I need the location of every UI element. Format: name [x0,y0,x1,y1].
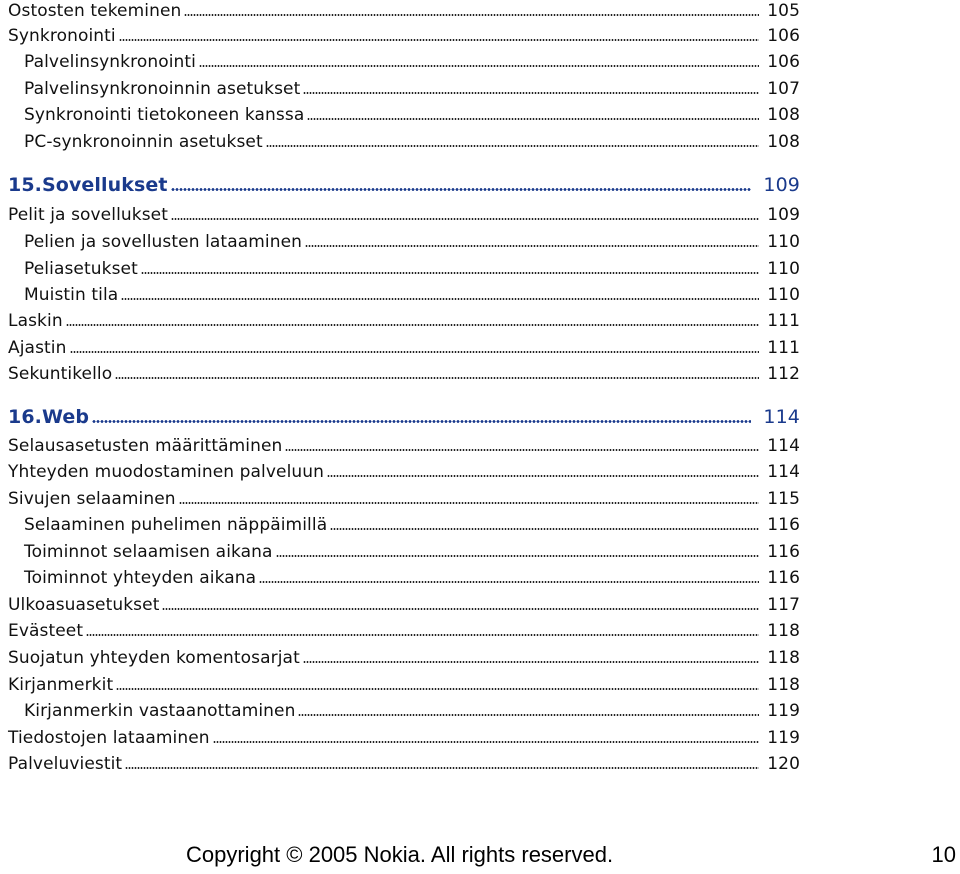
toc-entry-page: 118 [767,648,800,668]
toc-entry-title: Selaaminen puhelimen näppäimillä [24,515,328,535]
toc-entry-title: Evästeet [8,621,84,641]
toc-entry-title: Pelien ja sovellusten lataaminen [24,232,303,252]
toc-entry-title: Palvelinsynkronoinnin asetukset [24,79,301,99]
toc-entry-page: 106 [767,52,800,72]
toc-entry-page: 120 [767,754,800,774]
toc-entry[interactable] [8,462,800,482]
toc-entry-title: Sivujen selaaminen [8,489,176,509]
toc-entry-page: 114 [767,462,800,482]
dot-leader [179,502,759,504]
toc-entry-title: 15.Sovellukset [8,174,168,196]
toc-entry-page: 114 [763,406,800,428]
toc-entry-page: 109 [767,205,800,225]
toc-chapter-heading[interactable] [8,405,800,429]
toc-entry[interactable] [8,701,800,721]
toc-entry-title: 16.Web [8,406,90,428]
toc-entry[interactable] [8,205,800,225]
toc-entry-page: 112 [767,364,800,384]
toc-entry-title: Laskin [8,311,63,331]
copyright-notice: Copyright © 2005 Nokia. All rights reserved. [186,842,614,867]
toc-entry-title: Ajastin [8,338,67,358]
toc-entry-title: Kirjanmerkit [8,675,114,695]
toc-entry-page: 111 [767,338,800,358]
dot-leader [276,555,759,557]
dot-leader [330,528,759,530]
toc-entry-page: 116 [767,542,800,562]
toc-entry[interactable] [8,311,800,331]
toc-entry[interactable] [8,52,800,72]
toc-entry-title: PC-synkronoinnin asetukset [24,132,263,152]
toc-entry[interactable] [8,675,800,695]
toc-entry[interactable] [8,568,800,588]
toc-entry[interactable] [8,364,800,384]
toc-entry-page: 106 [767,26,800,46]
toc-entry-title: Palveluviestit [8,754,123,774]
toc-entry[interactable] [8,338,800,358]
toc-entry-page: 116 [767,568,800,588]
toc-entry-title: Kirjanmerkin vastaanottaminen [24,701,296,721]
toc-entry-title: Synkronointi tietokoneen kanssa [24,105,305,125]
toc-entry-page: 109 [763,174,800,196]
dot-leader [86,634,759,636]
toc-entry-page: 115 [767,489,800,509]
dot-leader [285,449,759,451]
toc-entry-title: Sekuntikello [8,364,113,384]
toc-entry-page: 110 [767,232,800,252]
toc-entry[interactable] [8,728,800,748]
toc-entry[interactable] [8,436,800,456]
toc-entry-title: Ulkoasuasetukset [8,595,160,615]
toc-entry[interactable] [8,285,800,305]
page-footer [0,842,960,872]
toc-entry[interactable] [8,232,800,252]
toc-entry-title: Toiminnot selaamisen aikana [24,542,273,562]
dot-leader [259,581,759,583]
toc-entry-title: Peliasetukset [24,259,138,279]
dot-leader [199,65,759,67]
toc-entry-page: 111 [767,311,800,331]
toc-entry[interactable] [8,621,800,641]
toc-entry-page: 114 [767,436,800,456]
toc-entry-title: Muistin tila [24,285,119,305]
toc-entry[interactable] [8,259,800,279]
toc-entry-page: 119 [767,701,800,721]
toc-entry[interactable] [8,79,800,99]
toc-chapter-heading[interactable] [8,173,800,197]
toc-entry-page: 118 [767,675,800,695]
dot-leader [266,145,759,147]
dot-leader [119,39,759,41]
toc-entry-page: 108 [767,105,800,125]
toc-entry-page: 119 [767,728,800,748]
dot-leader [305,245,759,247]
toc-entry[interactable] [8,754,800,774]
toc-entry-title: Yhteyden muodostaminen palveluun [8,462,325,482]
dot-leader [115,377,759,379]
toc-entry-title: Toiminnot yhteyden aikana [24,568,257,588]
dot-leader [303,92,759,94]
page-number: 10 [931,842,956,867]
toc-entry-page: 116 [767,515,800,535]
dot-leader [141,272,759,274]
dot-leader [116,688,759,690]
toc-entry[interactable] [8,489,800,509]
dot-leader [66,324,759,326]
toc-entry-title: Pelit ja sovellukset [8,205,168,225]
toc-entry[interactable] [8,1,800,21]
toc-entry-page: 118 [767,621,800,641]
dot-leader [70,351,760,353]
toc-entry[interactable] [8,595,800,615]
toc-entry[interactable] [8,105,800,125]
dot-leader [327,475,759,477]
dot-leader [307,118,759,120]
toc-entry-page: 105 [767,1,800,21]
dot-leader [171,188,751,191]
dot-leader [125,767,759,769]
dot-leader [162,608,759,610]
toc-entry[interactable] [8,542,800,562]
toc-entry-page: 110 [767,285,800,305]
toc-entry[interactable] [8,515,800,535]
toc-entry-title: Selausasetusten määrittäminen [8,436,283,456]
toc-entry-title: Suojatun yhteyden komentosarjat [8,648,300,668]
toc-entry-page: 108 [767,132,800,152]
toc-entry-title: Synkronointi [8,26,116,46]
dot-leader [298,714,759,716]
toc-entry-page: 117 [767,595,800,615]
toc-entry-page: 107 [767,79,800,99]
toc-entry-title: Tiedostojen lataaminen [8,728,210,748]
dot-leader [184,14,759,16]
toc-entry-title: Ostosten tekeminen [8,1,182,21]
toc-entry-page: 110 [767,259,800,279]
toc-entry-title: Palvelinsynkronointi [24,52,196,72]
toc-entry[interactable] [8,26,800,46]
dot-leader [92,420,751,423]
dot-leader [213,741,759,743]
dot-leader [171,218,759,220]
dot-leader [303,661,759,663]
toc-entry[interactable] [8,132,800,152]
dot-leader [121,298,759,300]
toc-entry[interactable] [8,648,800,668]
